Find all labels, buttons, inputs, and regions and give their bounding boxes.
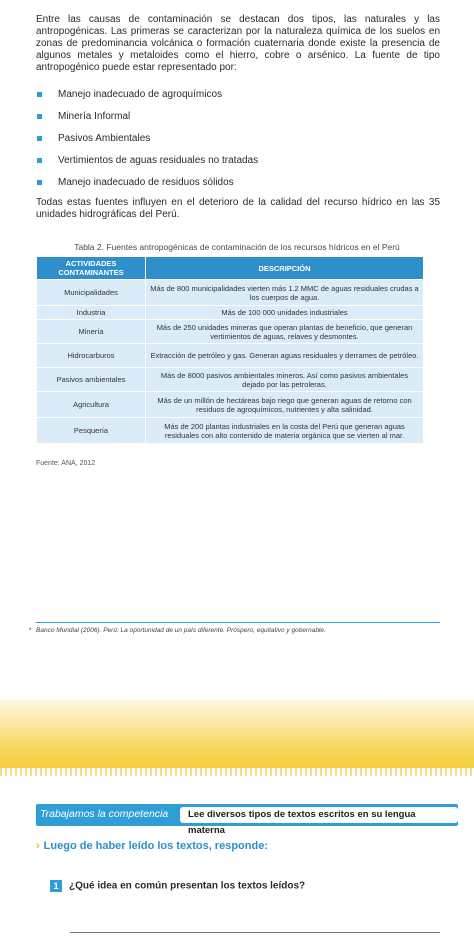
footnote-marker: * [29, 627, 32, 634]
bullet-square-icon [37, 180, 42, 185]
description-cell: Más de un millón de hectáreas bajo riego que generan aguas de retorno con residuos de agroquímicos, nutrientes y alta salinidad. [146, 392, 424, 418]
bullet-square-icon [37, 114, 42, 119]
list-item-text: Vertimientos de aguas residuales no tratadas [58, 155, 259, 166]
table-header-row [37, 257, 424, 280]
table-row [37, 344, 424, 368]
closing-paragraph: Todas estas fuentes influyen en el deterioro de la calidad del recurso hídrico en las 35 unidades hidrográficas del Perú. [36, 197, 440, 220]
bullet-square-icon [37, 158, 42, 163]
list-item-text: Manejo inadecuado de residuos sólidos [58, 177, 234, 188]
description-cell: Más de 200 plantas industriales en la costa del Perú que generan aguas residuales con alto contenido de materia orgánica que se vierten al mar. [146, 418, 424, 444]
description-cell: Más de 800 municipalidades vierten más 1.2 MMC de aguas residuales crudas a los cuerpos de agua. [146, 280, 424, 306]
competencia-banner [36, 804, 458, 836]
description-cell: Más de 100 000 unidades industriales [146, 306, 424, 320]
contamination-sources-list [36, 88, 440, 198]
table-row [37, 320, 424, 344]
decorative-yellow-band [0, 700, 474, 768]
list-item [36, 154, 440, 176]
table-row [37, 418, 424, 444]
question-number-badge: 1 [50, 880, 62, 892]
intro-paragraph: Entre las causas de contaminación se destacan dos tipos, las naturales y las antropogénicas. Las primeras se caracterizan por la naturaleza química de los suelos en zonas de predominancia volcánica o formación cuaternaria donde existe la presencia de algunos metales y metaloides como el hierro, cobre o arsénico. La fuente de tipo antropogénico puede estar representado por: [36, 14, 440, 73]
bullet-square-icon [37, 92, 42, 97]
pollution-sources-table [36, 256, 424, 444]
activity-cell: Pesquería [37, 418, 146, 444]
table-row [37, 392, 424, 418]
activity-cell: Hidrocarburos [37, 344, 146, 368]
question-text: ¿Qué idea en común presentan los textos leídos? [69, 880, 306, 892]
competencia-label: Trabajamos la competencia [40, 808, 169, 820]
column-header-activities: ACTIVIDADES CONTAMINANTES [37, 257, 146, 280]
activity-cell: Industria [37, 306, 146, 320]
column-header-description: DESCRIPCIÓN [146, 257, 424, 280]
footnote [29, 627, 456, 634]
list-item-text: Manejo inadecuado de agroquímicos [58, 89, 222, 100]
answer-line[interactable] [70, 932, 440, 933]
list-item [36, 110, 440, 132]
table-row [37, 306, 424, 320]
chevron-right-icon: › [36, 840, 40, 852]
list-item [36, 132, 440, 154]
question-1 [50, 880, 305, 892]
decorative-dotted-border [0, 768, 474, 776]
description-cell: Más de 250 unidades mineras que operan plantas de beneficio, que generan vertimientos de aguas, relaves y desmontes. [146, 320, 424, 344]
activity-cell: Pasivos ambientales [37, 368, 146, 392]
description-cell: Más de 8000 pasivos ambientales mineros. Así como pasivos ambientales dejado por las petroleras. [146, 368, 424, 392]
respond-instruction [36, 840, 268, 852]
list-item [36, 176, 440, 198]
table-caption: Tabla 2. Fuentes antropogénicas de contaminación de los recursos hídricos en el Perú [74, 242, 400, 252]
activity-cell: Agricultura [37, 392, 146, 418]
competencia-pill: Lee diversos tipos de textos escritos en su lengua materna [180, 807, 458, 823]
activity-cell: Municipalidades [37, 280, 146, 306]
description-cell: Extracción de petróleo y gas. Generan aguas residuales y derrames de petróleo. [146, 344, 424, 368]
table-row [37, 280, 424, 306]
list-item-text: Pasivos Ambientales [58, 133, 151, 144]
table-source: Fuente: ANA, 2012 [36, 460, 96, 467]
list-item [36, 88, 440, 110]
list-item-text: Minería Informal [58, 111, 131, 122]
activity-cell: Minería [37, 320, 146, 344]
table-row [37, 368, 424, 392]
bullet-square-icon [37, 136, 42, 141]
respond-text: Luego de haber leído los textos, responde: [43, 840, 268, 852]
footnote-divider [36, 622, 440, 623]
footnote-text: Banco Mundial (2006). Perú: La oportunidad de un país diferente. Próspero, equitativo y gobernable. [36, 627, 326, 634]
